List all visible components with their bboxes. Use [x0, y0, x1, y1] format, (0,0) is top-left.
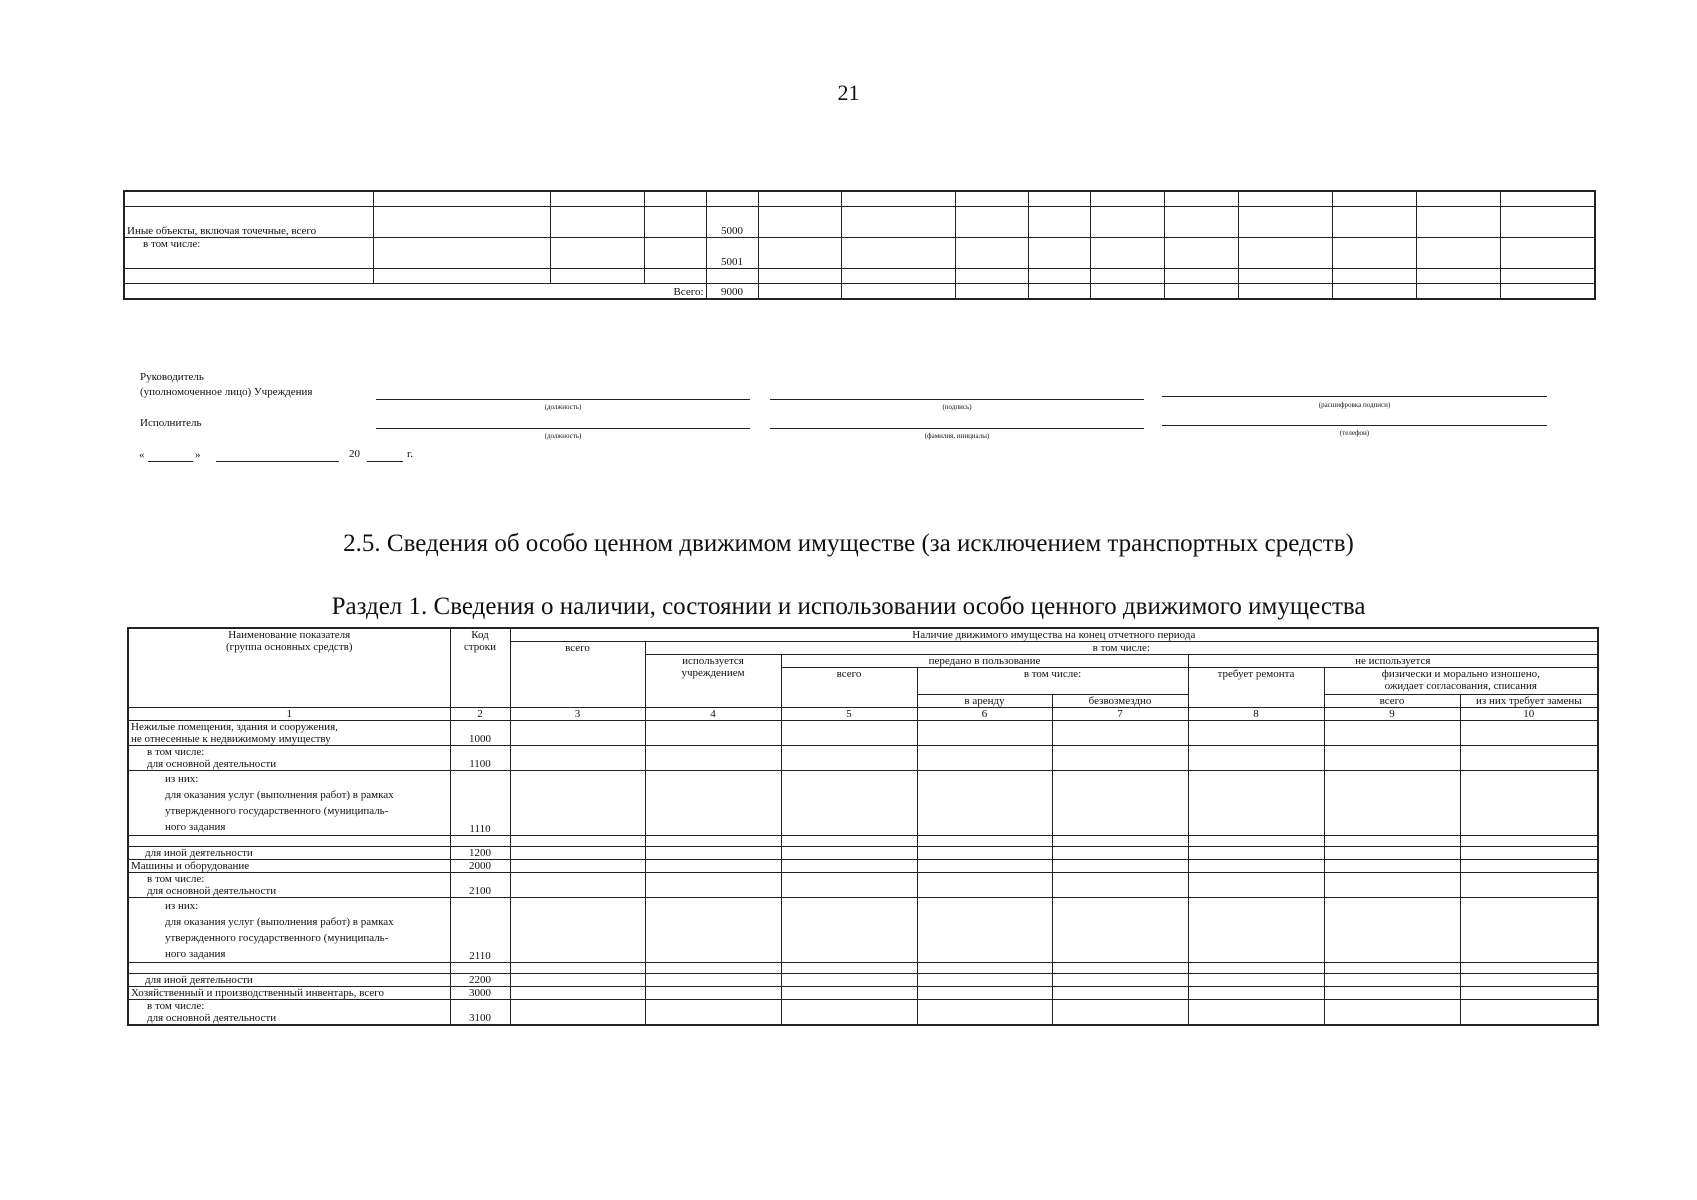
header-used: используется учреждением	[645, 655, 781, 708]
table-row	[124, 238, 1595, 269]
row-code: 5000	[706, 207, 758, 238]
row-name: Нежилые помещения, здания и сооружения, не отнесенные к недвижимому имуществу	[128, 721, 450, 746]
header-worn-total: всего	[1324, 695, 1460, 708]
executor-label: Исполнитель	[140, 417, 202, 429]
head-signature-caption: (подпись)	[942, 403, 972, 411]
header-total: всего	[510, 642, 645, 708]
header-free: безвозмездно	[1052, 695, 1188, 708]
table-row	[128, 1000, 1598, 1026]
table-row	[128, 771, 1598, 836]
row-name: Хозяйственный и производственный инвентарь, всего	[128, 987, 450, 1000]
table-row	[128, 974, 1598, 987]
row-code: 2100	[450, 873, 510, 898]
col-number: 1	[128, 708, 450, 721]
header-rent: в аренду	[917, 695, 1052, 708]
row-code: 1100	[450, 746, 510, 771]
date-open-quote: «	[139, 449, 145, 461]
executor-name-line[interactable]	[770, 428, 1144, 429]
date-year-line[interactable]	[367, 461, 403, 462]
head-label: Руководитель	[140, 371, 204, 383]
executor-position-caption: (должность)	[544, 432, 582, 440]
header-transferred-including: в том числе:	[917, 668, 1188, 695]
signature-block	[0, 370, 1697, 470]
table-row	[128, 746, 1598, 771]
head-name-line[interactable]	[1162, 396, 1547, 397]
row-name: в том числе: для основной деятельности	[128, 873, 450, 898]
table-row	[128, 873, 1598, 898]
header-code: Код строки	[450, 628, 510, 708]
header-transferred: передано в пользование	[781, 655, 1188, 668]
row-name: Иные объекты, включая точечные, всего	[124, 207, 373, 238]
col-number: 5	[781, 708, 917, 721]
section-title: 2.5. Сведения об особо ценном движимом имуществе (за исключением транспортных средств)	[343, 530, 1354, 557]
header-availability: Наличие движимого имущества на конец отчетного периода	[510, 628, 1598, 642]
head-signature-line[interactable]	[770, 399, 1144, 400]
row-code: 3000	[450, 987, 510, 1000]
row-name: для иной деятельности	[128, 974, 450, 987]
total-label: Всего:	[124, 284, 706, 300]
row-name: в том числе: для основной деятельности	[128, 746, 450, 771]
header-not-used: не используется	[1188, 655, 1598, 668]
date-close-quote: »	[195, 449, 201, 461]
table-row-empty	[128, 836, 1598, 847]
row-name: для иной деятельности	[128, 847, 450, 860]
head-position-line[interactable]	[376, 399, 750, 400]
head-name-caption: (расшифровка подписи)	[1318, 401, 1391, 409]
date-month-line[interactable]	[216, 461, 339, 462]
date-year-prefix: 20	[349, 448, 360, 460]
table-row	[128, 987, 1598, 1000]
col-number: 9	[1324, 708, 1460, 721]
top-continuation-table	[123, 190, 1596, 300]
col-number: 8	[1188, 708, 1324, 721]
head-position-caption: (должность)	[544, 403, 582, 411]
header-worn: физически и морально изношено, ожидает согласования, списания	[1324, 668, 1598, 695]
executor-position-line[interactable]	[376, 428, 750, 429]
header-transferred-total: всего	[781, 668, 917, 708]
subsection-title: Раздел 1. Сведения о наличии, состоянии и использовании особо ценного движимого имущества	[331, 593, 1366, 620]
col-number: 7	[1052, 708, 1188, 721]
executor-name-caption: (фамилия, инициалы)	[924, 432, 990, 440]
table-row	[128, 721, 1598, 746]
main-table	[127, 627, 1599, 1026]
col-number: 3	[510, 708, 645, 721]
row-code: 2000	[450, 860, 510, 873]
col-number: 10	[1460, 708, 1598, 721]
header-worn-replace: из них требует замены	[1460, 695, 1598, 708]
row-code: 1110	[450, 771, 510, 836]
row-name: в том числе: для основной деятельности	[128, 1000, 450, 1026]
row-name: из них: для оказания услуг (выполнения работ) в рамках утвержденного государственного (муниципаль- ного задания	[128, 898, 450, 963]
header-row	[128, 628, 1598, 642]
row-code: 1000	[450, 721, 510, 746]
column-numbers-row	[128, 708, 1598, 721]
date-year-suffix: г.	[407, 448, 414, 460]
table-row	[124, 191, 1595, 207]
executor-phone-caption: (телефон)	[1339, 429, 1370, 437]
header-name: Наименование показателя (группа основных средств)	[128, 628, 450, 708]
table-row	[128, 860, 1598, 873]
executor-phone-line[interactable]	[1162, 425, 1547, 426]
row-code: 5001	[706, 238, 758, 269]
col-number: 2	[450, 708, 510, 721]
table-row	[128, 898, 1598, 963]
header-repair: требует ремонта	[1188, 668, 1324, 708]
page-number: 21	[837, 80, 860, 105]
total-code: 9000	[706, 284, 758, 300]
row-code: 3100	[450, 1000, 510, 1026]
table-row	[124, 207, 1595, 238]
table-row	[124, 269, 1595, 284]
date-day-line[interactable]	[148, 461, 193, 462]
col-number: 4	[645, 708, 781, 721]
row-code: 2110	[450, 898, 510, 963]
table-row	[128, 847, 1598, 860]
row-name: из них: для оказания услуг (выполнения работ) в рамках утвержденного государственного (муниципаль- ного задания	[128, 771, 450, 836]
row-code: 2200	[450, 974, 510, 987]
row-name: Машины и оборудование	[128, 860, 450, 873]
total-row	[124, 284, 1595, 300]
table-row-empty	[128, 963, 1598, 974]
header-including: в том числе:	[645, 642, 1598, 655]
col-number: 6	[917, 708, 1052, 721]
row-name: в том числе:	[124, 238, 373, 269]
row-code: 1200	[450, 847, 510, 860]
head-label-2: (уполномоченное лицо) Учреждения	[140, 386, 313, 398]
